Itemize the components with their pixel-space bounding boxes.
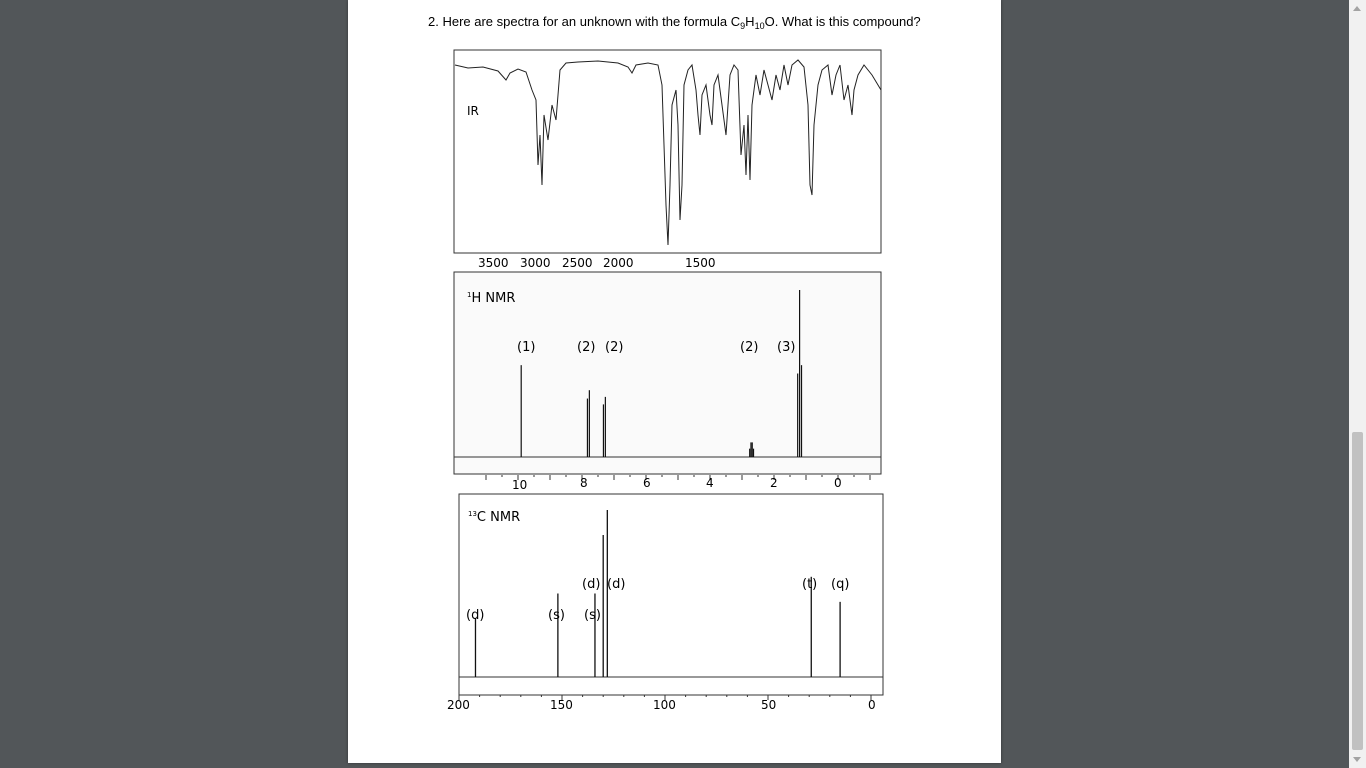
hnmr-tick-label: 10 [512, 478, 528, 492]
cnmr-multiplicity: (d) [582, 577, 601, 592]
ir-tick-label: 3000 [520, 256, 551, 270]
cnmr-multiplicity: (q) [831, 577, 850, 592]
vertical-scrollbar[interactable] [1349, 0, 1366, 768]
ir-tick-label: 1500 [685, 256, 716, 270]
ir-tick-label: 2500 [562, 256, 593, 270]
hnmr-tick-label: 2 [770, 476, 778, 490]
cnmr-frame [459, 494, 883, 695]
ir-spectrum [448, 45, 888, 275]
hnmr-tick-label: 4 [706, 476, 714, 490]
cnmr-tick-label: 0 [868, 698, 876, 712]
ir-tick-label: 3500 [478, 256, 509, 270]
document-page [348, 0, 1001, 763]
scroll-down-arrow-icon[interactable] [1349, 751, 1366, 768]
h-nmr-spectrum [448, 270, 888, 495]
hnmr-integration: (2) [605, 340, 624, 355]
question-text [428, 14, 988, 29]
question-suffix: O. What is this compound? [764, 14, 921, 29]
hnmr-tick-label: 8 [580, 476, 588, 490]
cnmr-tick-label: 50 [761, 698, 777, 712]
hnmr-tick-label: 0 [834, 476, 842, 490]
hnmr-integration: (3) [777, 340, 796, 355]
cnmr-multiplicity: (t) [802, 577, 818, 592]
cnmr-multiplicity: (d) [607, 577, 626, 592]
hnmr-tick-label: 6 [643, 476, 651, 490]
scrollbar-thumb[interactable] [1352, 432, 1363, 750]
cnmr-tick-label: 100 [653, 698, 676, 712]
hnmr-integration: (1) [517, 340, 536, 355]
ir-frame [454, 50, 881, 253]
hnmr-integration: (2) [740, 340, 759, 355]
hnmr-label: $^1$H NMR [467, 291, 516, 306]
hnmr-integration: (2) [577, 340, 596, 355]
cnmr-label: $^{13}$C NMR [468, 510, 521, 525]
scroll-up-arrow-icon[interactable] [1349, 0, 1366, 17]
formula-subscript-c: 9 [740, 21, 746, 31]
ir-label: IR [467, 104, 479, 118]
cnmr-multiplicity: (s) [548, 608, 565, 623]
cnmr-multiplicity: (d) [466, 608, 485, 623]
hnmr-axis-ticks [486, 475, 870, 480]
formula-h: H [745, 14, 755, 29]
cnmr-tick-label: 200 [447, 698, 470, 712]
cnmr-tick-label: 150 [550, 698, 573, 712]
ir-tick-label: 2000 [603, 256, 634, 270]
question-prefix: 2. Here are spectra for an unknown with the formula C [428, 14, 741, 29]
hnmr-frame [454, 272, 881, 474]
formula-subscript-h: 10 [754, 21, 765, 31]
cnmr-multiplicity: (s) [584, 608, 601, 623]
c-nmr-spectrum [443, 490, 888, 715]
